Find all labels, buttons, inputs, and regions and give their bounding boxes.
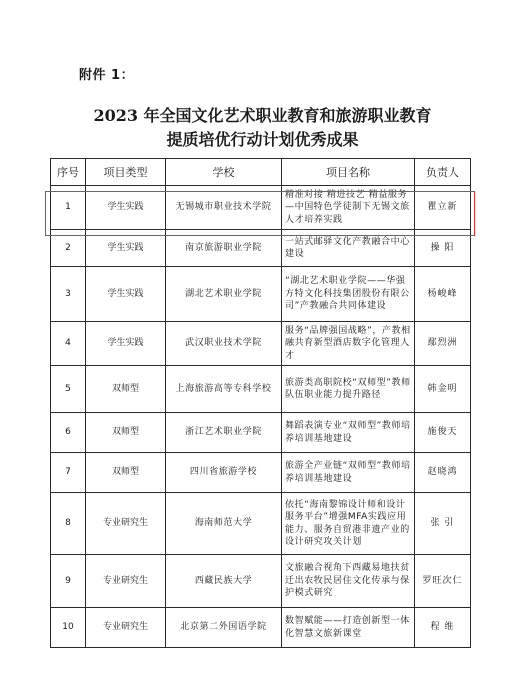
document-title-line2: 提质培优行动计划优秀成果 [166,130,359,149]
cell-type: 学生实践 [86,230,166,267]
cell-type: 双师型 [86,366,166,413]
cell-school: 上海旅游高等专科学校 [166,366,282,413]
cell-lead: 瞿立新 [415,186,471,230]
table-row [51,555,471,608]
table-row [51,413,471,453]
header-school: 学校 [166,159,282,186]
header-lead: 负责人 [415,159,471,186]
cell-lead: 鄢烈洲 [415,322,471,366]
cell-lead: 赵晓鸿 [415,453,471,493]
cell-school: 海南师范大学 [166,493,282,555]
table-row [51,493,471,555]
cell-no: 4 [51,322,86,366]
cell-lead: 程 维 [415,608,471,648]
table-row [51,453,471,493]
cell-lead: 施俊天 [415,413,471,453]
cell-type: 学生实践 [86,322,166,366]
cell-lead: 操 阳 [415,230,471,267]
cell-school: 湖北艺术职业学院 [166,267,282,322]
table-row [51,366,471,413]
cell-type: 学生实践 [86,186,166,230]
cell-project-name: 舞蹈表演专业“双师型”教师培养培训基地建设 [282,413,415,453]
cell-school: 四川省旅游学校 [166,453,282,493]
cell-no: 10 [51,608,86,648]
cell-no: 8 [51,493,86,555]
cell-project-name: 文旅融合视角下西藏易地扶贫迁出农牧民居住文化传承与保护模式研究 [282,555,415,608]
cell-school: 南京旅游职业学院 [166,230,282,267]
cell-lead: 罗旺次仁 [415,555,471,608]
header-project-name: 项目名称 [282,159,415,186]
cell-project-name: 一站式邮驿文化产教融合中心建设 [282,230,415,267]
table-row [51,267,471,322]
cell-type: 专业研究生 [86,555,166,608]
achievements-table [50,158,471,648]
cell-type: 专业研究生 [86,493,166,555]
cell-no: 2 [51,230,86,267]
cell-school: 武汉职业技术学院 [166,322,282,366]
cell-project-name: “湖北艺术职业学院——华强方特文化科技集团股份有限公司”产教融合共同体建设 [282,267,415,322]
cell-no: 5 [51,366,86,413]
cell-no: 9 [51,555,86,608]
cell-project-name: 精准对接 精进技艺 精益服务—中国特色学徒制下无锡文旅人才培养实践 [282,186,415,230]
cell-no: 3 [51,267,86,322]
cell-school: 无锡城市职业技术学院 [166,186,282,230]
cell-no: 1 [51,186,86,230]
cell-no: 7 [51,453,86,493]
table-header-row [51,159,471,186]
cell-type: 双师型 [86,413,166,453]
cell-lead: 韩金明 [415,366,471,413]
cell-project-name: 旅游全产业链“双师型”教师培养培训基地建设 [282,453,415,493]
cell-project-name: 服务“品牌强国战略”，产教相融共育新型酒店数字化管理人才 [282,322,415,366]
document-title-line1: 2023 年全国文化艺术职业教育和旅游职业教育 [93,106,432,125]
table-row [51,608,471,648]
table-row [51,230,471,267]
cell-type: 双师型 [86,453,166,493]
cell-project-name: 旅游类高职院校“双师型”教师队伍职业能力提升路径 [282,366,415,413]
table-row [51,322,471,366]
cell-type: 学生实践 [86,267,166,322]
cell-school: 北京第二外国语学院 [166,608,282,648]
cell-no: 6 [51,413,86,453]
cell-lead: 张 引 [415,493,471,555]
attachment-label: 附件 1： [79,68,135,83]
cell-lead: 杨峻峰 [415,267,471,322]
cell-project-name: 数智赋能——打造创新型一体化智慧文旅新课堂 [282,608,415,648]
header-no: 序号 [51,159,86,186]
cell-school: 西藏民族大学 [166,555,282,608]
table-row [51,186,471,230]
cell-type: 专业研究生 [86,608,166,648]
cell-project-name: 依托“海南黎锦设计师和设计服务平台”增强MFA实践应用能力、服务自贸港非遗产业的设计研究攻关计划 [282,493,415,555]
cell-school: 浙江艺术职业学院 [166,413,282,453]
header-type: 项目类型 [86,159,166,186]
